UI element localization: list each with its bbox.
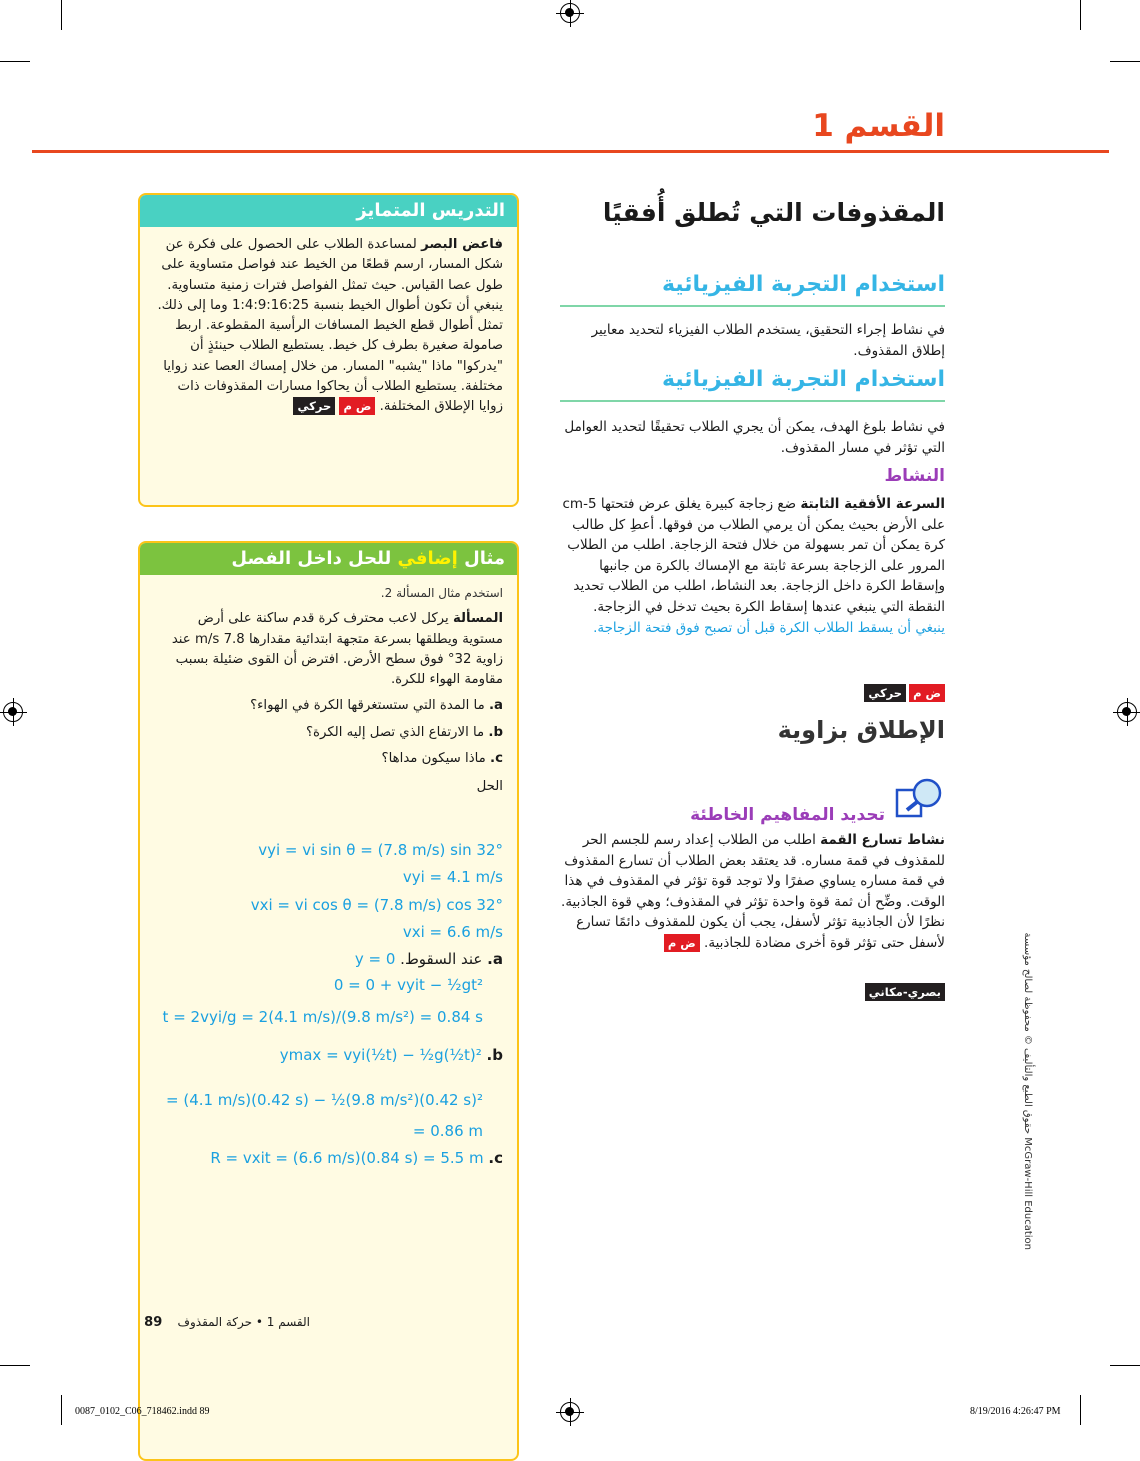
page-number: 89	[144, 1315, 163, 1330]
misconceptions-title: تحديد المفاهيم الخاطئة	[690, 805, 885, 825]
section1-rule	[560, 305, 945, 307]
box-body	[140, 227, 517, 418]
misconceptions-text: اطلب من الطلاب إعداد رسم للجسم الحر للمقذوف في قمة مساره. قد يعتقد بعض الطلاب أن تسارع المقذوف في قمة مساره يساوي صفرًا ولا توجد قوة تؤثر في المقذوف في هذا الوقت. وضِّح أن ثمة قوة واحدة تؤثر في المقذوف؛ وهي قوة الجاذبية. نظرًا لأن الجاذبية تؤثر لأسفل، يجب أن يكون للمقذوف دائمًا تسارع لأسفل حتى تؤثر قوة أخرى مضادة للجاذبية.	[561, 832, 945, 951]
crop-mark	[61, 0, 62, 30]
problem-lead: المسألة	[452, 611, 503, 627]
section2-rule	[560, 400, 945, 402]
registration-mark-icon	[1117, 702, 1137, 722]
folio	[144, 1315, 310, 1330]
box-title-highlight: إضافي	[397, 548, 458, 569]
tag-kinesthetic: حركي	[864, 684, 906, 702]
step-a: a. عند السقوط. y = 0	[354, 950, 503, 968]
equation: vxi = 6.6 m/s	[402, 923, 503, 941]
page-title: المقذوفات التي تُطلق أُفقيًا	[602, 198, 945, 227]
question-c: c. ماذا سيكون مداها؟	[381, 751, 503, 767]
activity-text: ضع زجاجة كبيرة يغلق عرض فتحتها 5-cm على الأرض بحيث يمكن أن يرمي الطلاب من فوقها. أعطِ كل طالب كرة يمكن أن تمر بسهولة من خلال فتحة الزجاجة. اطلب من الطلاب المرور على الزجاجة بسرعة ثابتة مع الإمساك بالكرة من جانبها وإسقاط الكرة داخل الزجاجة. بعد النشاط، اطلب من الطلاب تحديد النقطة التي ينبغي عندها إسقاط الكرة بحيث تدخل في الزجاجة.	[562, 496, 945, 615]
equation: vxi = vi cos θ = (7.8 m/s) cos 32°	[250, 896, 503, 914]
box-lead: فاعض البصر	[421, 237, 503, 252]
box-title: التدريس المتمايز	[140, 195, 517, 227]
equation: t = 2vyi/g = 2(4.1 m/s)/(9.8 m/s²) = 0.84 s	[162, 1008, 483, 1026]
equation: 0 = 0 + vyit − ½gt²	[333, 976, 483, 994]
misconceptions-lead: نشاط تسارع القمة	[820, 832, 945, 848]
crop-mark	[1110, 1365, 1140, 1366]
section1-text: في نشاط إجراء التحقيق، يستخدم الطلاب الفيزياء لتحديد معايير إطلاق المقذوف.	[591, 322, 945, 359]
step-c: c. R = vxit = (6.6 m/s)(0.84 s) = 5.5 m	[210, 1149, 503, 1167]
section2-text: في نشاط بلوغ الهدف، يمكن أن يجري الطلاب تحقيقًا لتحديد العوامل التي تؤثر في مسار المقذوف.	[564, 419, 945, 456]
crop-mark	[0, 1365, 30, 1366]
crop-mark	[0, 61, 30, 62]
misconceptions-tags	[865, 983, 945, 1001]
copyright-side	[1020, 907, 1035, 1252]
slug-date: 8/19/2016 4:26:47 PM	[970, 1406, 1061, 1417]
crop-mark	[1080, 0, 1081, 30]
folio-text: القسم 1 • حركة المقذوف	[177, 1315, 310, 1329]
crop-mark	[1110, 61, 1140, 62]
equation: = 0.86 m	[412, 1122, 483, 1140]
crop-mark	[61, 1395, 62, 1425]
section3-title: الإطلاق بزاوية	[777, 716, 945, 744]
solution-label: الحل	[476, 779, 503, 795]
tag-ell: ض م	[339, 397, 375, 415]
tag-kinesthetic: حركي	[293, 397, 335, 415]
box-body	[140, 575, 517, 1443]
equation: vyi = 4.1 m/s	[402, 868, 503, 886]
slug-file: 0087_0102_C06_718462.indd 89	[75, 1406, 210, 1417]
box-text: لمساعدة الطلاب على الحصول على فكرة عن شكل المسار، ارسم قطعًا من الخيط عند فواصل متساوية على طول عصا القياس. حيث تمثل الفواصل فترات زمنية متساوية. ينبغي أن تكون أطوال الخيط بنسبة 1:4:9:16:25 وما إلى ذلك. تمثل أطوال قطع الخيط المسافات الرأسية المقطوعة. اربط صامولة صغيرة بطرف كل خيط. يستطيع الطلاب حينئذٍ أن "يدركوا" ماذا "يشبه" المسار. من خلال إمساك العصا عند زوايا مختلفة. يستطيع الطلاب أن يحاكوا مسارات المقذوفات ذات زوايا الإطلاق المختلفة.	[157, 237, 503, 415]
question-b: b. ما الارتفاع الذي تصل إليه الكرة؟	[305, 724, 503, 740]
tag-ell: ض م	[909, 684, 945, 702]
chapter-heading: القسم 1	[812, 108, 945, 144]
magnifier-icon	[895, 778, 945, 818]
differentiated-instruction-box	[138, 193, 519, 507]
problem	[154, 609, 503, 690]
misconceptions-body	[560, 830, 945, 954]
registration-mark-icon	[560, 1402, 580, 1422]
tag-visual-spatial: بصري-مكاني	[865, 983, 945, 1001]
equation: = (4.1 m/s)(0.42 s) − ½(9.8 m/s²)(0.42 s)²	[166, 1091, 483, 1109]
equation: vyi = vi sin θ = (7.8 m/s) sin 32°	[258, 841, 503, 859]
box-title	[140, 543, 517, 575]
activity-title: النشاط	[884, 466, 945, 486]
box-title-post: للحل داخل الفصل	[231, 548, 392, 569]
section1-title: استخدام التجربة الفيزيائية	[661, 272, 945, 297]
activity-body	[560, 494, 945, 638]
question-a: a. ما المدة التي ستستغرقها الكرة في الهواء؟	[250, 698, 503, 714]
chapter-rule	[32, 150, 1109, 153]
registration-mark-icon	[560, 3, 580, 23]
copyright-text: حقوق الطبع والتأليف © محفوظة لصالح مؤسسة McGraw-Hill Education	[1022, 932, 1033, 1250]
crop-mark	[1080, 1395, 1081, 1425]
section2-title: استخدام التجربة الفيزيائية	[661, 367, 945, 392]
activity-answer: ينبغي أن يسقط الطلاب الكرة قبل أن تصبح فوق فتحة الزجاجة.	[593, 619, 945, 636]
problem-text: يركل لاعب محترف كرة قدم ساكنة على أرض مستوية ويطلقها بسرعة متجهة ابتدائية مقدارها 7.8 m/s عند زاوية 32° فوق سطح الأرض. افترض أن القوى ضئيلة بسبب مقاومة الهواء للكرة.	[171, 611, 503, 688]
activity-lead: السرعة الأفقية الثابتة	[800, 496, 945, 512]
registration-mark-icon	[3, 702, 23, 722]
tag-ell: ض م	[664, 934, 700, 952]
step-b: b. ymax = vyi(½t) − ½g(½t)²	[279, 1046, 503, 1064]
activity-tags	[864, 684, 945, 702]
use-note: استخدم مثال المسألة 2.	[380, 586, 503, 600]
box-title-pre: مثال	[464, 548, 505, 569]
